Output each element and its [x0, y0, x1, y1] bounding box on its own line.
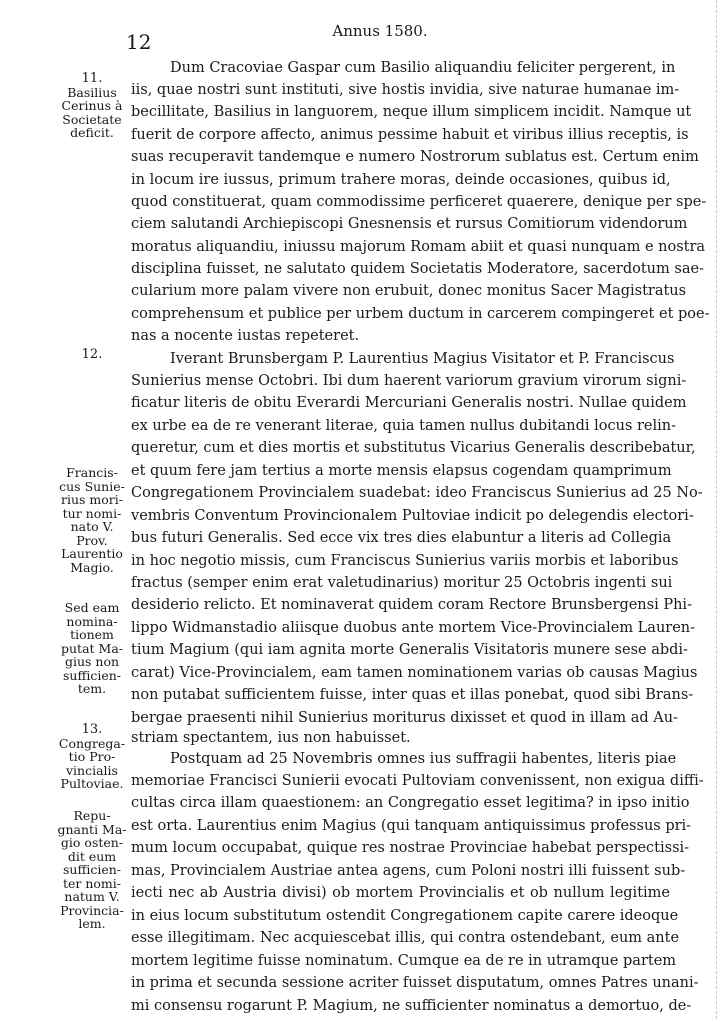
margin-note-line: nato V. [70, 519, 114, 534]
margin-note-number: 11. [81, 71, 103, 86]
text-line: cultas circa illam quaestionem: an Congregatio esset legitima? in ipso initio [131, 795, 690, 811]
margin-note-line: sufficien- [62, 862, 121, 877]
margin-note-line: Francis- [66, 465, 118, 480]
margin-note-line: gio osten- [60, 835, 124, 850]
text-line: esse illegitimam. Nec acquiescebat illis, qui contra ostendebant, eum ante [131, 930, 680, 946]
margin-note-number: 12. [81, 347, 103, 362]
text-line: iecti nec ab Austria divisi) ob mortem Provincialis et ob nullum legitime [131, 885, 670, 901]
margin-note-line: vincialis [66, 762, 118, 778]
text-line: suas recuperavit tandemque e numero Nostrorum sublatus est. Certum enim [131, 149, 699, 165]
text-line: becillitate, Basilius in languorem, neque illum simplicem incidit. Namque ut [131, 104, 692, 120]
text-line: carat) Vice-Provincialem, eam tamen nominationem varias ob causas Magius [131, 665, 698, 681]
text-line: bergae praesenti nihil Sunierius moriturus dixisset et quod in illam ad Au- [131, 710, 678, 726]
text-line: cularium more palam vivere non erubuit, donec monitus Sacer Magistratus [131, 283, 687, 299]
margin-note [56, 348, 128, 362]
text-line: in hoc negotio missis, cum Franciscus Sunierius variis morbis et laboribus [131, 553, 679, 569]
page-edge [716, 0, 720, 1019]
text-line: in eius locum substitutum ostendit Congregationem capite carere ideoque [131, 908, 679, 924]
text-line: striam spectantem, ius non habuisset. [131, 730, 411, 746]
text-line: ex urbe ea de re venerant literae, quia tamen nullus dubitandi locus relin- [131, 418, 677, 434]
margin-note-line: Provincia- [60, 902, 124, 918]
text-line: est orta. Laurentius enim Magius (qui tanquam antiquissimus professus pri- [131, 818, 692, 834]
text-line: mas, Provincialem Austriae antea agens, cum Poloni nostri illi fuissent sub- [131, 863, 686, 879]
margin-note-line: putat Ma- [61, 640, 123, 656]
margin-note-line: tio Pro- [68, 749, 116, 764]
margin-note-line: cus Sunie- [59, 478, 125, 494]
margin-note-line: nomina- [66, 613, 118, 629]
margin-note-line: gnanti Ma- [57, 821, 127, 837]
margin-note-line: Pultoviae. [60, 776, 124, 791]
text-line: mi consensu rogarunt P. Magium, ne sufficienter nominatus a demortuo, de- [131, 998, 692, 1014]
text-line: ficatur literis de obitu Everardi Mercuriani Generalis nostri. Nullae quidem [131, 395, 687, 411]
text-line: vembris Conventum Provincionalem Pultoviae indicit po delegendis electori- [131, 508, 694, 524]
margin-note-line: Sed eam [64, 600, 120, 615]
margin-note-line: tur nomi- [62, 505, 122, 521]
text-line: comprehensum et publice per urbem ductum in carcerem compingeret et poe- [131, 306, 710, 322]
text-line: Dum Cracoviae Gaspar cum Basilio aliquandiu feliciter pergerent, in [170, 60, 676, 76]
margin-note-line: natum V. [64, 889, 120, 904]
text-line: fuerit de corpore affecto, animus pessime habuit et viribus illius receptis, is [131, 127, 689, 143]
margin-note-line: tionem [70, 627, 114, 642]
running-head: Annus 1580. [332, 22, 428, 40]
margin-note [56, 72, 128, 140]
text-line: in prima et secunda sessione acriter fuisset disputatum, omnes Patres unani- [131, 975, 699, 991]
text-line: desiderio relicto. Et nominaverat quidem coram Rectore Brunsbergensi Phi- [131, 597, 692, 613]
text-line: iis, quae nostri sunt instituti, sive hostis invidia, sive naturae humanae im- [131, 82, 680, 98]
margin-note-line: Magio. [70, 559, 114, 575]
text-line: lippo Widmanstadio aliisque duobus ante mortem Vice-Provincialem Lauren- [131, 620, 696, 636]
margin-note-line: gius non [64, 654, 120, 669]
text-line: nas a nocente iustas repeteret. [131, 328, 360, 344]
margin-note-line: Laurentio [61, 546, 123, 561]
text-line: bus futuri Generalis. Sed ecce vix tres dies elabuntur a literis ad Collegia [131, 530, 672, 546]
text-line: queretur, cum et dies mortis et substitutus Vicarius Generalis describebatur, [131, 440, 696, 456]
margin-note-line: lem. [78, 916, 106, 931]
margin-note [56, 601, 128, 696]
text-line: mum locum occupabat, quique res nostrae Provinciae habebat perspectissi- [131, 840, 690, 856]
margin-note-line: Congrega- [58, 735, 126, 751]
text-line: disciplina fuisset, ne salutato quidem Societatis Moderatore, sacerdotum sae- [131, 261, 704, 277]
margin-note-line: deficit. [70, 125, 114, 140]
margin-note-line: Societate [62, 111, 122, 127]
text-line: Sunierius mense Octobri. Ibi dum haerent variorum gravium virorum signi- [131, 373, 687, 389]
margin-note-line: dit eum [67, 848, 117, 864]
margin-note [56, 723, 128, 791]
margin-note [56, 809, 128, 931]
margin-note-line: tem. [77, 681, 107, 696]
margin-note-line: Basilius [67, 84, 117, 100]
text-line: tium Magium (qui iam agnita morte Generalis Visitatoris munere sese abdi- [131, 642, 688, 658]
text-line: ciem salutandi Archiepiscopi Gnesnensis et rursus Comitiorum videndorum [131, 216, 688, 232]
text-line: et quum fere jam tertius a morte mensis elapsus cogendam quamprimum [131, 463, 672, 479]
margin-note-line: sufficien- [62, 667, 121, 683]
text-line: quod constituerat, quam commodissime perficeret quaerere, denique per spe- [131, 194, 707, 210]
margin-note-line: Repu- [73, 808, 111, 823]
text-line: Congregationem Provincialem suadebat: ideo Franciscus Sunierius ad 25 No- [131, 485, 703, 501]
margin-note-line: Prov. [76, 532, 108, 548]
margin-note [56, 466, 128, 574]
text-line: memoriae Francisci Sunierii evocati Pultoviam convenissent, non exigua diffi- [131, 773, 704, 789]
text-line: mortem legitime fuisse nominatum. Cumque ea de re in utramque partem [131, 953, 677, 969]
page-number: 12 [126, 30, 152, 54]
text-line: in locum ire iussus, primum trahere moras, deinde occasiones, quibus id, [131, 172, 671, 188]
margin-note-line: Cerinus à [61, 98, 123, 113]
margin-note-line: rius mori- [61, 492, 123, 507]
text-line: non putabat sufficientem fuisse, inter quas et illas ponebat, quod sibi Brans- [131, 687, 694, 703]
text-line: Iverant Brunsbergam P. Laurentius Magius Visitator et P. Franciscus [170, 351, 675, 367]
margin-note-number: 13. [81, 722, 103, 737]
margin-note-line: ter nomi- [62, 875, 122, 891]
text-line: moratus aliquandiu, iniussu majorum Romam abiit et quasi nunquam e nostra [131, 239, 706, 255]
text-line: Postquam ad 25 Novembris omnes ius suffragii habentes, literis piae [170, 751, 677, 767]
text-line: fractus (semper enim erat valetudinarius) moritur 25 Octobris ingenti sui [131, 575, 673, 591]
